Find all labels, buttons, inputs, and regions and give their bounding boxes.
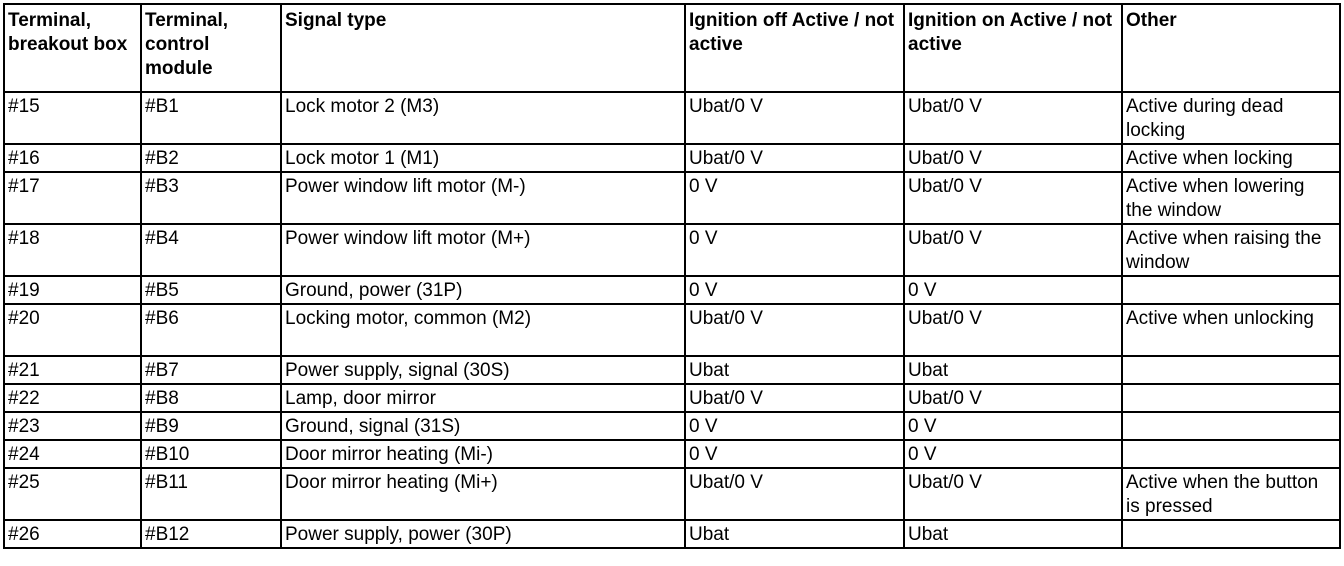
cell-control-module: #B6 [141,304,281,356]
cell-control-module: #B10 [141,440,281,468]
cell-control-module: #B8 [141,384,281,412]
cell-signal-type: Power supply, signal (30S) [281,356,685,384]
cell-breakout-box: #16 [4,144,141,172]
cell-ignition-off: Ubat/0 V [685,384,904,412]
header-ignition-on: Ignition on Active / not active [904,4,1122,92]
cell-control-module: #B11 [141,468,281,520]
cell-signal-type: Lock motor 2 (M3) [281,92,685,144]
cell-ignition-on: Ubat [904,520,1122,548]
cell-ignition-off: 0 V [685,440,904,468]
table-row [4,144,1340,172]
cell-breakout-box: #22 [4,384,141,412]
cell-control-module: #B12 [141,520,281,548]
cell-ignition-on: Ubat [904,356,1122,384]
cell-other: Active during dead locking [1122,92,1340,144]
cell-signal-type: Ground, power (31P) [281,276,685,304]
cell-control-module: #B5 [141,276,281,304]
cell-control-module: #B3 [141,172,281,224]
table-row [4,92,1340,144]
cell-other [1122,356,1340,384]
table-row [4,412,1340,440]
cell-control-module: #B4 [141,224,281,276]
cell-ignition-off: 0 V [685,412,904,440]
header-row [4,4,1340,92]
cell-ignition-on: 0 V [904,276,1122,304]
table-row [4,304,1340,356]
cell-signal-type: Ground, signal (31S) [281,412,685,440]
cell-other [1122,384,1340,412]
cell-other: Active when the button is pressed [1122,468,1340,520]
cell-other: Active when lowering the window [1122,172,1340,224]
cell-ignition-on: Ubat/0 V [904,304,1122,356]
cell-ignition-off: Ubat/0 V [685,144,904,172]
header-terminal-breakout-box: Terminal, breakout box [4,4,141,92]
cell-control-module: #B2 [141,144,281,172]
table-row [4,356,1340,384]
cell-breakout-box: #19 [4,276,141,304]
cell-ignition-on: Ubat/0 V [904,224,1122,276]
cell-ignition-off: 0 V [685,224,904,276]
cell-breakout-box: #20 [4,304,141,356]
cell-signal-type: Power window lift motor (M-) [281,172,685,224]
cell-ignition-off: Ubat [685,520,904,548]
cell-ignition-on: Ubat/0 V [904,384,1122,412]
header-terminal-control-module: Terminal, control module [141,4,281,92]
cell-other: Active when unlocking [1122,304,1340,356]
header-other: Other [1122,4,1340,92]
cell-other [1122,412,1340,440]
cell-ignition-on: Ubat/0 V [904,172,1122,224]
cell-other [1122,276,1340,304]
cell-signal-type: Locking motor, common (M2) [281,304,685,356]
table-row [4,520,1340,548]
cell-breakout-box: #17 [4,172,141,224]
cell-breakout-box: #18 [4,224,141,276]
table-row [4,172,1340,224]
header-signal-type: Signal type [281,4,685,92]
cell-control-module: #B7 [141,356,281,384]
cell-other: Active when locking [1122,144,1340,172]
cell-breakout-box: #15 [4,92,141,144]
table-row [4,440,1340,468]
cell-control-module: #B1 [141,92,281,144]
cell-ignition-off: 0 V [685,172,904,224]
cell-breakout-box: #25 [4,468,141,520]
cell-signal-type: Door mirror heating (Mi-) [281,440,685,468]
cell-signal-type: Power window lift motor (M+) [281,224,685,276]
terminal-signal-table [3,3,1341,549]
table-row [4,224,1340,276]
cell-ignition-on: Ubat/0 V [904,468,1122,520]
cell-control-module: #B9 [141,412,281,440]
table-row [4,276,1340,304]
cell-breakout-box: #26 [4,520,141,548]
cell-ignition-on: Ubat/0 V [904,92,1122,144]
table-row [4,384,1340,412]
terminal-signal-table-container [3,3,1341,549]
cell-signal-type: Lock motor 1 (M1) [281,144,685,172]
cell-ignition-on: 0 V [904,440,1122,468]
cell-signal-type: Door mirror heating (Mi+) [281,468,685,520]
header-ignition-off: Ignition off Active / not active [685,4,904,92]
cell-other: Active when raising the window [1122,224,1340,276]
cell-breakout-box: #23 [4,412,141,440]
cell-ignition-off: Ubat/0 V [685,92,904,144]
cell-breakout-box: #24 [4,440,141,468]
table-row [4,468,1340,520]
cell-ignition-off: Ubat [685,356,904,384]
cell-ignition-off: Ubat/0 V [685,468,904,520]
cell-ignition-on: Ubat/0 V [904,144,1122,172]
cell-ignition-on: 0 V [904,412,1122,440]
cell-signal-type: Lamp, door mirror [281,384,685,412]
cell-ignition-off: Ubat/0 V [685,304,904,356]
cell-ignition-off: 0 V [685,276,904,304]
cell-breakout-box: #21 [4,356,141,384]
cell-signal-type: Power supply, power (30P) [281,520,685,548]
cell-other [1122,520,1340,548]
cell-other [1122,440,1340,468]
